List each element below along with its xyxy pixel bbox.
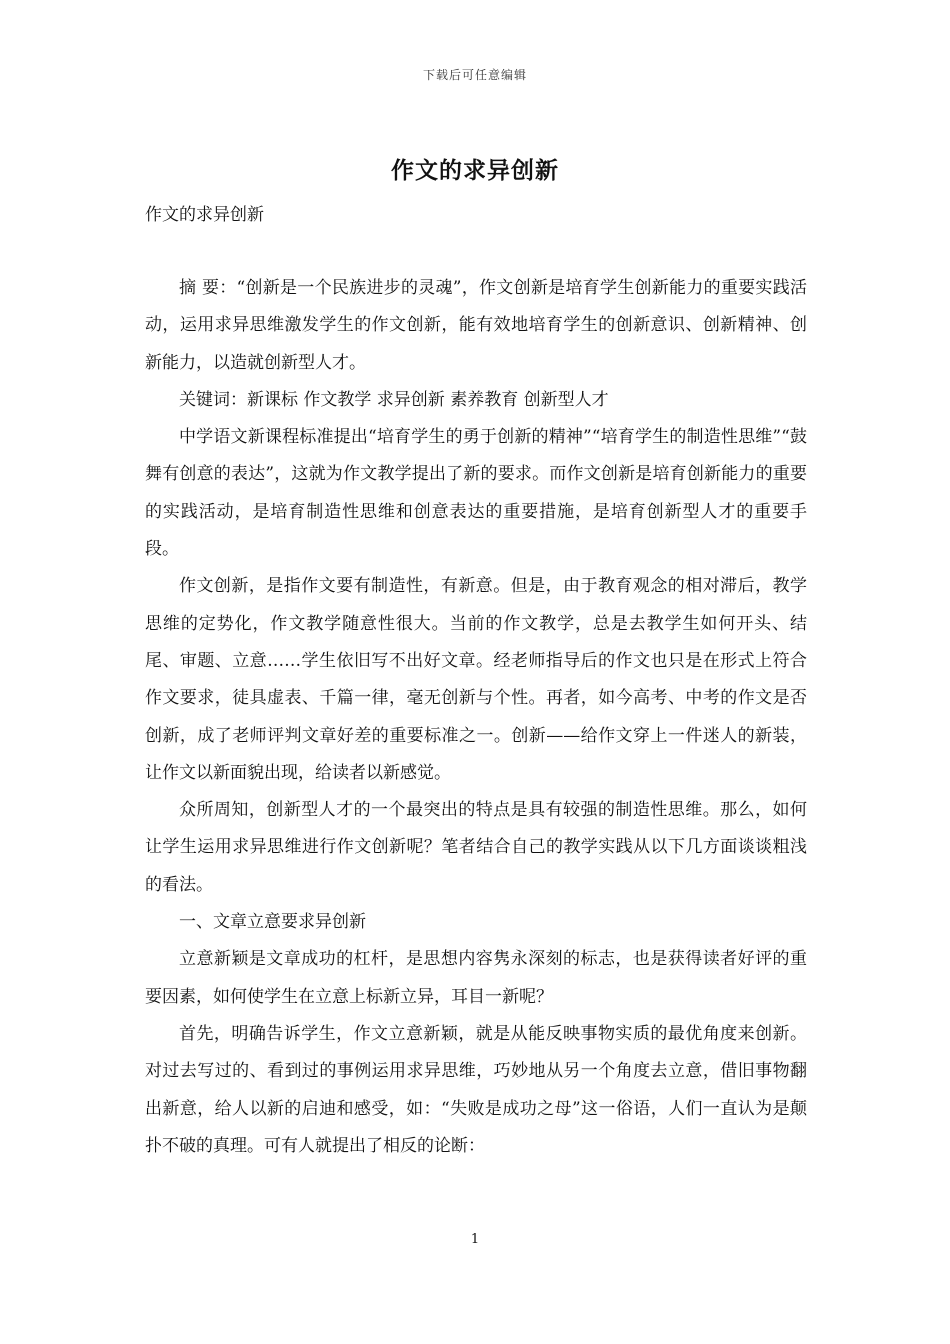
body-paragraph: 首先，明确告诉学生，作文立意新颖，就是从能反映事物实质的最优角度来创新。对过去写过的、看到过的事例运用求异思维，巧妙地从另一个角度去立意，借旧事物翻出新意，给人以新的启迪和感受，如：“失败是成功之母”这一俗语，人们一直认为是颠扑不破的真理。可有人就提出了相反的论断： bbox=[145, 1023, 807, 1156]
abstract-paragraph: 摘 要：“创新是一个民族进步的灵魂”，作文创新是培育学生创新能力的重要实践活动，运用求异思维激发学生的作文创新，能有效地培育学生的创新意识、创新精神、创新能力，以造就创新型人才。 bbox=[145, 278, 807, 373]
body-paragraph: 作文创新，是指作文要有制造性，有新意。但是，由于教育观念的相对滞后，教学思维的定势化，作文教学随意性很大。当前的作文教学，总是去教学生如何开头、结尾、审题、立意……学生依旧写不出好文章。经老师指导后的作文也只是在形式上符合作文要求，徒具虚表、千篇一律，毫无创新与个性。再者，如今高考、中考的作文是否创新，成了老师评判文章好差的重要标准之一。创新——给作文穿上一件迷人的新装，让作文以新面貌出现，给读者以新感觉。 bbox=[145, 576, 807, 783]
document-title: 作文的求异创新 bbox=[391, 157, 559, 184]
header-note: 下载后可任意编辑 bbox=[422, 68, 527, 82]
keywords-paragraph: 关键词：新课标 作文教学 求异创新 素养教育 创新型人才 bbox=[179, 389, 609, 410]
body-paragraph: 立意新颖是文章成功的杠杆，是思想内容隽永深刻的标志，也是获得读者好评的重要因素，如何使学生在立意上标新立异，耳目一新呢？ bbox=[145, 949, 807, 1007]
body-text bbox=[145, 270, 807, 1165]
section-heading: 一、文章立意要求异创新 bbox=[179, 912, 366, 933]
document-subtitle: 作文的求异创新 bbox=[145, 205, 264, 225]
body-paragraph: 中学语文新课程标准提出“培育学生的勇于创新的精神”“培育学生的制造性思维”“鼓舞有创意的表达”，这就为作文教学提出了新的要求。而作文创新是培育创新能力的重要的实践活动，是培育制造性思维和创意表达的重要措施，是培育创新型人才的重要手段。 bbox=[145, 427, 807, 560]
body-paragraph: 众所周知，创新型人才的一个最突出的特点是具有较强的制造性思维。那么，如何让学生运用求异思维进行作文创新呢？笔者结合自己的教学实践从以下几方面谈谈粗浅的看法。 bbox=[145, 800, 807, 895]
page-number: 1 bbox=[470, 1232, 480, 1247]
